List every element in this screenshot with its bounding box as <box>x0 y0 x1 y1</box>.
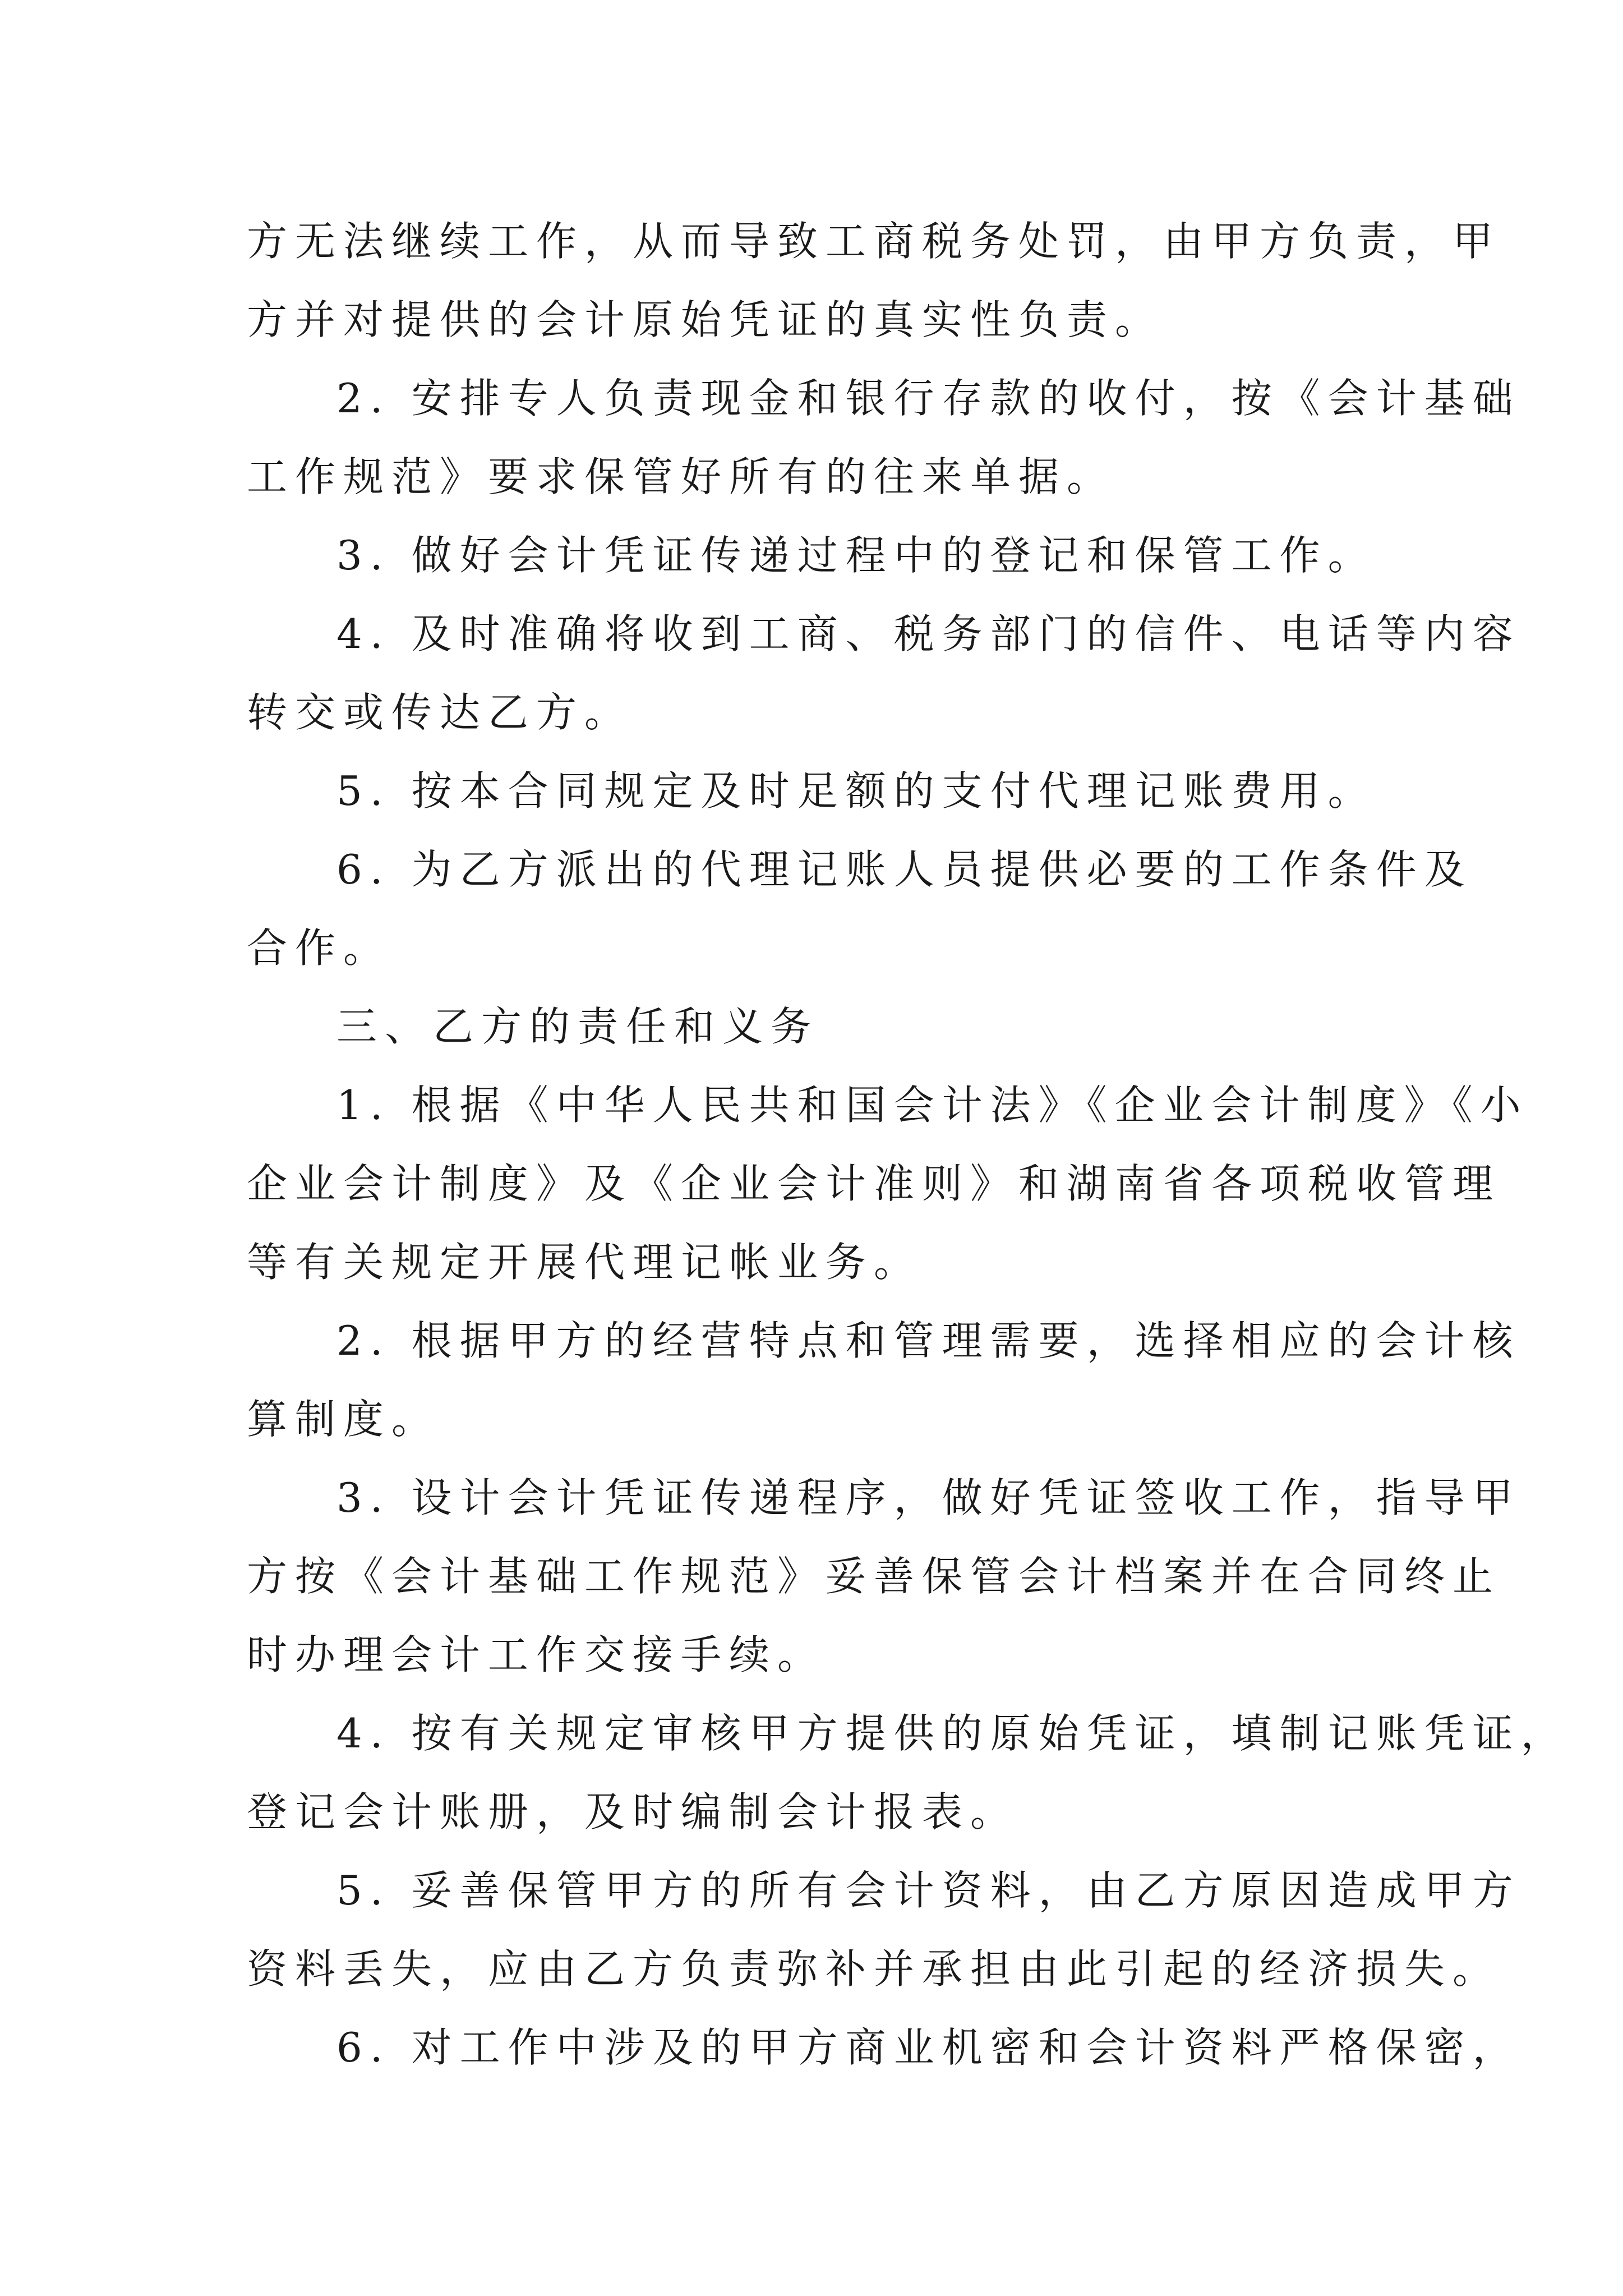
text-line: 6. 对工作中涉及的甲方商业机密和会计资料严格保密， <box>336 2024 1521 2071</box>
text-line: 合作。 <box>247 924 392 972</box>
text-line: 5. 按本合同规定及时足额的支付代理记账费用。 <box>336 767 1376 815</box>
text-line: 工作规范》要求保管好所有的往来单据。 <box>247 453 1115 500</box>
text-line: 转交或传达乙方。 <box>247 689 633 736</box>
text-line: 3. 做好会计凭证传递过程中的登记和保管工作。 <box>336 532 1376 579</box>
text-line: 2. 安排专人负责现金和银行存款的收付，按《会计基础 <box>336 375 1521 422</box>
text-line: 方按《会计基础工作规范》妥善保管会计档案并在合同终止 <box>247 1553 1501 1600</box>
text-line: 登记会计账册，及时编制会计报表。 <box>247 1788 1019 1835</box>
text-line: 方无法继续工作，从而导致工商税务处罚，由甲方负责，甲 <box>247 218 1501 265</box>
text-line: 3. 设计会计凭证传递程序，做好凭证签收工作，指导甲 <box>336 1474 1521 1521</box>
text-line: 时办理会计工作交接手续。 <box>247 1631 826 1678</box>
text-line: 等有关规定开展代理记帐业务。 <box>247 1239 923 1286</box>
text-line: 1. 根据《中华人民共和国会计法》《企业会计制度》《小 <box>336 1082 1529 1129</box>
text-line: 企业会计制度》及《企业会计准则》和湖南省各项税收管理 <box>247 1160 1501 1207</box>
text-line: 资料丢失，应由乙方负责弥补并承担由此引起的经济损失。 <box>247 1945 1501 1993</box>
text-line: 4. 及时准确将收到工商、税务部门的信件、电话等内容 <box>336 610 1521 657</box>
text-line: 算制度。 <box>247 1396 440 1443</box>
text-line: 4. 按有关规定审核甲方提供的原始凭证，填制记账凭证， <box>336 1710 1569 1757</box>
section-heading: 三、乙方的责任和义务 <box>336 1003 819 1050</box>
text-line: 6. 为乙方派出的代理记账人员提供必要的工作条件及 <box>336 846 1473 893</box>
text-line: 方并对提供的会计原始凭证的真实性负责。 <box>247 296 1164 343</box>
text-line: 5. 妥善保管甲方的所有会计资料，由乙方原因造成甲方 <box>336 1867 1521 1914</box>
text-line: 2. 根据甲方的经营特点和管理需要，选择相应的会计核 <box>336 1317 1521 1364</box>
